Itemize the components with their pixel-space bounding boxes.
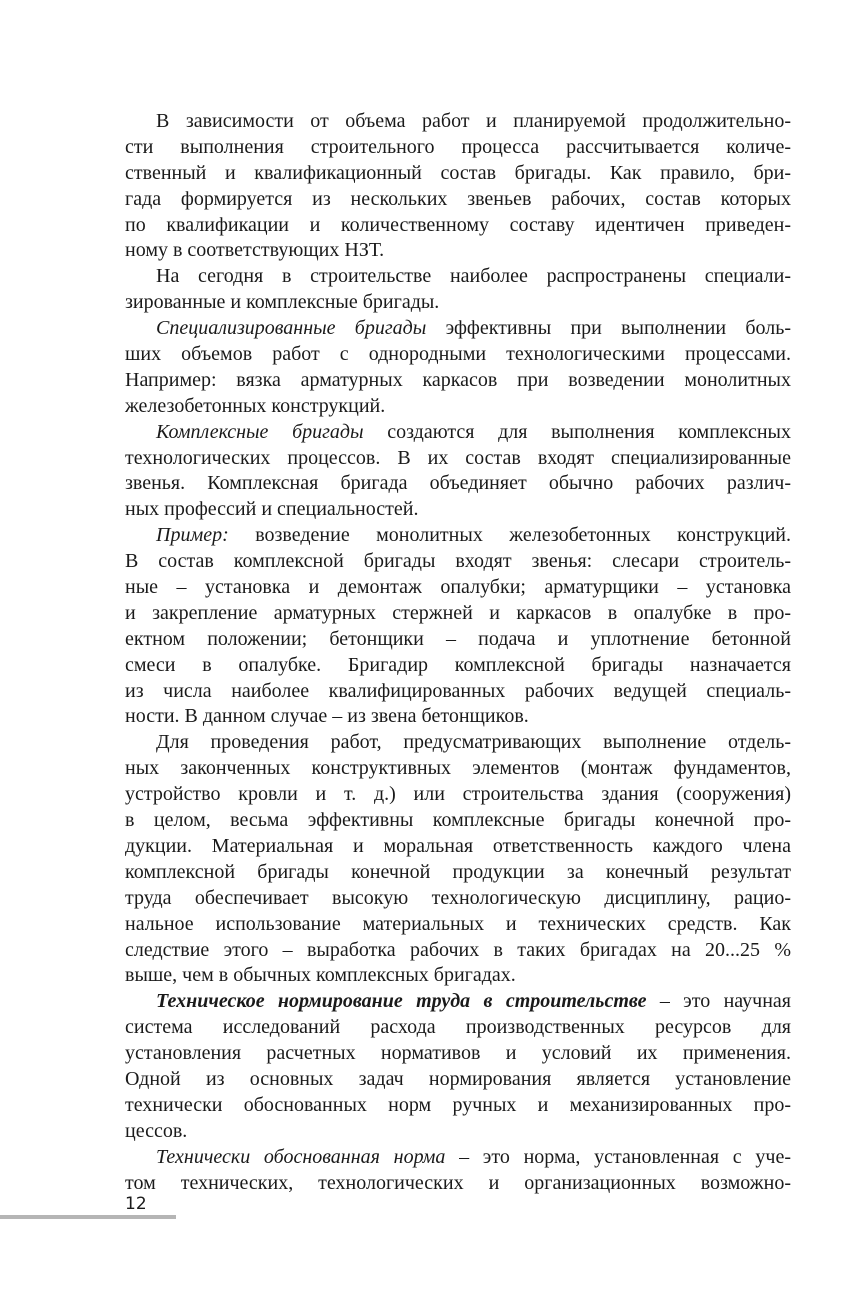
- text-line: [125, 187, 791, 213]
- text-line: [125, 860, 791, 886]
- text-line: [125, 679, 791, 705]
- text-segment: В зависимости от объема работ и планируемой продолжительно-: [156, 110, 791, 132]
- text-segment: звенья. Комплексная бригада объединяет обычно рабочих различ-: [125, 472, 791, 495]
- text-segment: ные – установка и демонтаж опалубки; арматурщики – установка: [125, 576, 791, 599]
- text-segment: нальное использование материальных и технических средств. Как: [125, 912, 791, 935]
- text-line: [125, 471, 791, 497]
- text-segment: устройство кровли и т. д.) или строительства здания (сооружения): [125, 783, 791, 806]
- text-line: [125, 342, 791, 368]
- body-text: [125, 109, 791, 1196]
- text-line: [125, 575, 791, 601]
- text-line: [125, 420, 791, 446]
- text-segment: гада формируется из нескольких звеньев рабочих, состав которых: [125, 187, 791, 210]
- text-segment: смеси в опалубке. Бригадир комплексной бригады назначается: [125, 653, 791, 676]
- text-line: [125, 109, 791, 135]
- text-line: [125, 1067, 791, 1093]
- text-segment: ности. В данном случае – из звена бетонщиков.: [125, 705, 529, 728]
- text-segment: установления расчетных нормативов и условий их применения.: [125, 1042, 791, 1065]
- text-segment: комплексной бригады конечной продукции за конечный результат: [125, 860, 791, 883]
- text-line: [125, 1119, 791, 1145]
- footer-rule: [0, 1215, 176, 1219]
- text-line: [125, 316, 791, 342]
- text-segment: технически обоснованных норм ручных и механизированных про-: [125, 1093, 791, 1116]
- text-line: [125, 394, 791, 420]
- text-segment: выше, чем в обычных комплексных бригадах.: [125, 964, 516, 987]
- text-line: [125, 782, 791, 808]
- text-line: [125, 963, 791, 989]
- text-segment: эффективны при выполнении боль-: [426, 317, 791, 340]
- text-line: [125, 886, 791, 912]
- text-line: [125, 446, 791, 472]
- text-segment: Например: вязка арматурных каркасов при возведении монолитных: [125, 368, 791, 391]
- text-line: [125, 1093, 791, 1119]
- text-segment: ственный и квалификационный состав бригады. Как правило, бри-: [125, 161, 791, 184]
- text-segment: ектном положении; бетонщики – подача и уплотнение бетонной: [125, 627, 791, 650]
- text-segment: Одной из основных задач нормирования является установление: [125, 1067, 791, 1090]
- text-line: [125, 523, 791, 549]
- text-line: [125, 1145, 791, 1171]
- text-segment: В состав комплексной бригады входят звенья: слесари строитель-: [125, 550, 791, 573]
- text-line: [125, 704, 791, 730]
- text-segment: На сегодня в строительстве наиболее распространены специали-: [156, 265, 791, 288]
- text-line: [125, 730, 791, 756]
- italic-term: Пример:: [156, 524, 229, 547]
- text-segment: сти выполнения строительного процесса рассчитывается количе-: [125, 135, 791, 158]
- text-segment: железобетонных конструкций.: [125, 394, 386, 417]
- text-segment: возведение монолитных железобетонных конструкций.: [228, 524, 791, 547]
- text-segment: труда обеспечивает высокую технологическую дисциплину, рацио-: [125, 886, 791, 909]
- text-line: [125, 1015, 791, 1041]
- text-segment: в целом, весьма эффективны комплексные бригады конечной про-: [125, 809, 791, 832]
- text-segment: ных законченных конструктивных элементов (монтаж фундаментов,: [125, 757, 791, 780]
- text-line: [125, 161, 791, 187]
- italic-term: Комплексные бригады: [156, 420, 364, 443]
- text-line: [125, 834, 791, 860]
- text-line: [125, 912, 791, 938]
- text-line: [125, 627, 791, 653]
- text-segment: система исследований расхода производственных ресурсов для: [125, 1016, 791, 1039]
- text-segment: – это научная: [646, 990, 791, 1013]
- text-line: [125, 290, 791, 316]
- page-number: 12: [125, 1194, 147, 1214]
- text-line: [125, 135, 791, 161]
- text-line: [125, 549, 791, 575]
- text-line: [125, 1041, 791, 1067]
- text-line: [125, 938, 791, 964]
- text-segment: ших объемов работ с однородными технологическими процессами.: [125, 343, 791, 366]
- text-segment: из числа наиболее квалифицированных рабочих ведущей специаль-: [125, 679, 791, 702]
- text-line: [125, 368, 791, 394]
- text-line: [125, 497, 791, 523]
- text-segment: ному в соответствующих НЗТ.: [125, 239, 385, 262]
- text-line: [125, 238, 791, 264]
- italic-term: Специализированные бригады: [156, 317, 427, 340]
- text-segment: по квалификации и количественному составу идентичен приведен-: [125, 213, 791, 236]
- text-line: [125, 213, 791, 239]
- text-line: [125, 989, 791, 1015]
- text-segment: зированные и комплексные бригады.: [125, 291, 440, 314]
- text-segment: и закрепление арматурных стержней и каркасов в опалубке в про-: [125, 601, 791, 624]
- italic-term: Технически обоснованная норма: [156, 1145, 446, 1168]
- text-segment: – это норма, установленная с уче-: [445, 1145, 791, 1168]
- text-segment: ных профессий и специальностей.: [125, 498, 419, 521]
- text-segment: цессов.: [125, 1119, 188, 1142]
- text-segment: технологических процессов. В их состав входят специализированные: [125, 446, 791, 469]
- text-segment: том технических, технологических и организационных возможно-: [125, 1171, 791, 1194]
- text-segment: дукции. Материальная и моральная ответственность каждого члена: [125, 834, 791, 857]
- text-line: [125, 808, 791, 834]
- text-line: [125, 1171, 791, 1197]
- text-segment: следствие этого – выработка рабочих в таких бригадах на 20...25 %: [125, 938, 791, 961]
- text-line: [125, 756, 791, 782]
- text-segment: Для проведения работ, предусматривающих выполнение отдель-: [156, 731, 791, 754]
- text-line: [125, 601, 791, 627]
- text-line: [125, 653, 791, 679]
- text-segment: создаются для выполнения комплексных: [363, 420, 791, 443]
- bold-italic-term: Техническое нормирование труда в строительстве: [156, 990, 647, 1013]
- text-line: [125, 264, 791, 290]
